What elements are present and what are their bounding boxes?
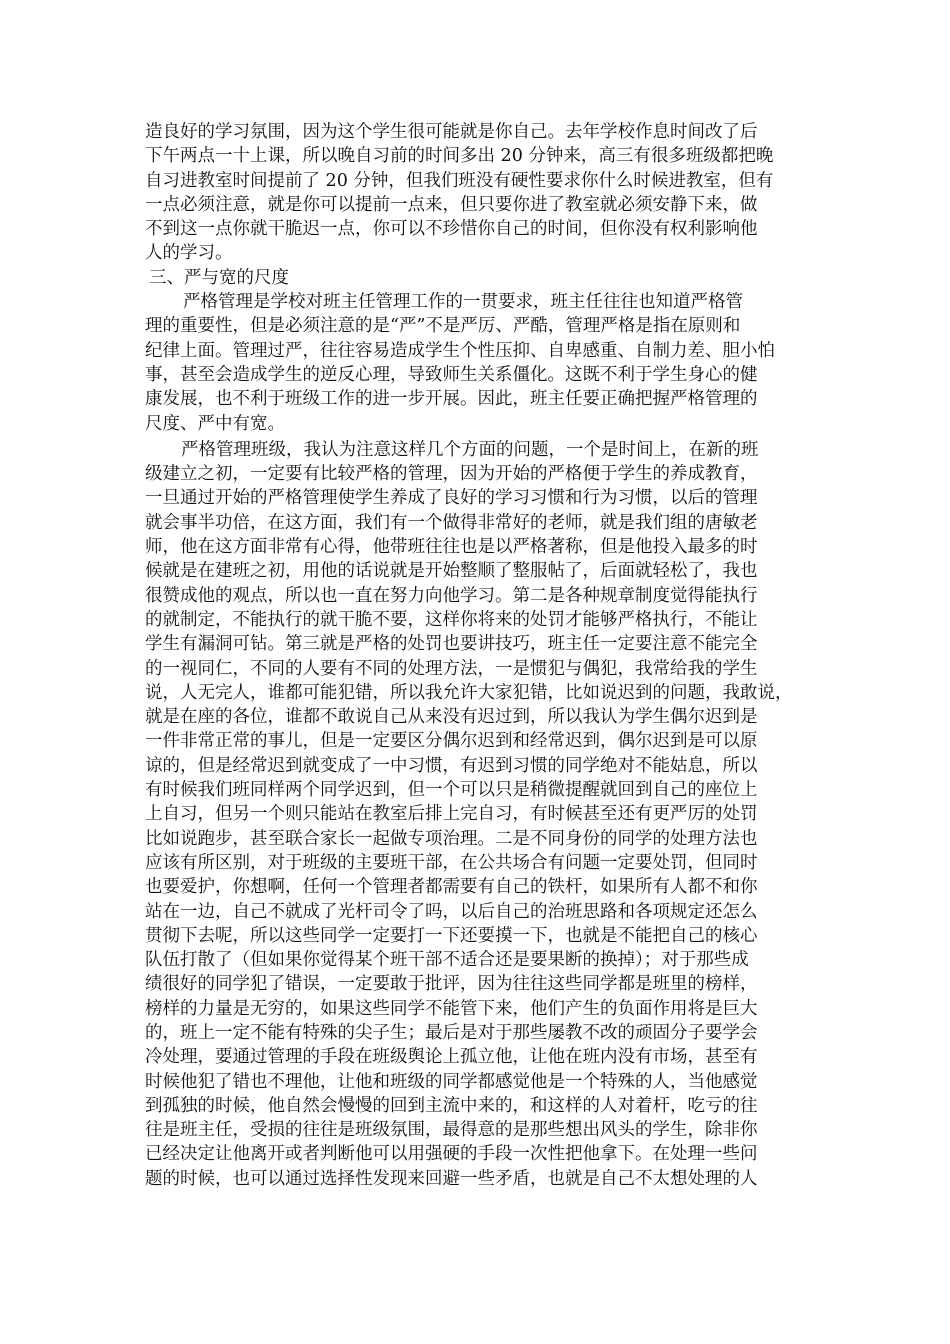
text-line: 往是班主任，受损的往往是班级氛围，最得意的是那些想出风头的学生，除非你 bbox=[145, 1120, 758, 1141]
text-line: 冷处理，要通过管理的手段在班级舆论上孤立他，让他在班内没有市场，甚至有 bbox=[145, 1047, 758, 1068]
text-line: 一点必须注意，就是你可以提前一点来，但只要你进了教室就必须安静下来，做 bbox=[145, 194, 758, 215]
text-line: 一旦通过开始的严格管理使学生养成了良好的学习习惯和行为习惯，以后的管理 bbox=[145, 488, 758, 509]
text-line: 严格管理班级，我认为注意这样几个方面的问题，一个是时间上，在新的班 bbox=[181, 439, 759, 460]
text-line: 的，班上一定不能有特殊的尖子生；最后是对于那些屡教不改的顽固分子要学会 bbox=[145, 1022, 758, 1043]
text-line: 已经决定让他离开或者判断他可以用强硬的手段一次性把他拿下。在处理一些问 bbox=[145, 1144, 758, 1165]
text-line: 贯彻下去呢，所以这些同学一定要打一下还要摸一下，也就是不能把自己的核心 bbox=[145, 925, 758, 946]
text-line: 级建立之初，一定要有比较严格的管理，因为开始的严格便于学生的养成教育， bbox=[145, 464, 758, 485]
section-heading bbox=[145, 266, 817, 290]
text-line: 的一视同仁，不同的人要有不同的处理方法，一是惯犯与偶犯，我常给我的学生 bbox=[145, 658, 758, 679]
text-line: 一件非常正常的事儿，但是一定要区分偶尔迟到和经常迟到，偶尔迟到是可以原 bbox=[145, 731, 758, 752]
text-line: 师，他在这方面非常有心得，他带班往往也是以严格著称，但是他投入最多的时 bbox=[145, 537, 758, 558]
text-line: 就会事半功倍，在这方面，我们有一个做得非常好的老师，就是我们组的唐敏老 bbox=[145, 512, 758, 533]
text-line: 到孤独的时候，他自然会慢慢的回到主流中来的，和这样的人对着杆，吃亏的往 bbox=[145, 1095, 758, 1116]
text-line: 下午两点一十上课，所以晚自习前的时间多出 20 分钟来，高三有很多班级都把晚 bbox=[145, 146, 774, 167]
section-heading-text: 三、严与宽的尺度 bbox=[149, 267, 289, 288]
paragraph-3 bbox=[145, 438, 817, 1191]
text-line: 榜样的力量是无穷的，如果这些同学不能管下来，他们产生的负面作用将是巨大 bbox=[145, 998, 758, 1019]
text-line: 应该有所区别，对于班级的主要班干部，在公共场合有问题一定要处罚，但同时 bbox=[145, 852, 758, 873]
text-line: 的就制定，不能执行的就干脆不要，这样你将来的处罚才能够严格执行，不能让 bbox=[145, 609, 758, 630]
text-line: 人的学习。 bbox=[145, 243, 233, 264]
text-line: 不到这一点你就干脆迟一点，你可以不珍惜你自己的时间，但你没有权利影响他 bbox=[145, 219, 758, 240]
text-line: 自习进教室时间提前了 20 分钟，但我们班没有硬性要求你什么时候进教室，但有 bbox=[145, 170, 774, 191]
text-line: 上自习，但另一个则只能站在教室后排上完自习，有时候甚至还有更严厉的处罚 bbox=[145, 804, 758, 825]
text-line: 站在一边，自己不就成了光杆司令了吗，以后自己的治班思路和各项规定还怎么 bbox=[145, 901, 758, 922]
text-line: 谅的，但是经常迟到就变成了一中习惯，有迟到习惯的同学绝对不能姑息，所以 bbox=[145, 755, 758, 776]
text-line: 题的时候，也可以通过选择性发现来回避一些矛盾，也就是自己不太想处理的人 bbox=[145, 1168, 758, 1189]
text-line: 绩很好的同学犯了错误，一定要敢于批评，因为往往这些同学都是班里的榜样， bbox=[145, 974, 758, 995]
text-line: 严格管理是学校对班主任管理工作的一贯要求，班主任往往也知道严格管 bbox=[183, 292, 743, 313]
text-line: 造良好的学习氛围，因为这个学生很可能就是你自己。去年学校作息时间改了后 bbox=[145, 122, 758, 142]
text-line: 学生有漏洞可钻。第三就是严格的处罚也要讲技巧，班主任一定要注意不能完全 bbox=[145, 634, 758, 655]
paragraph-1 bbox=[145, 120, 817, 266]
text-line: 说，人无完人，谁都可能犯错，所以我允许大家犯错，比如说迟到的问题，我敢说， bbox=[145, 682, 793, 703]
document-body bbox=[145, 120, 817, 1191]
text-line: 很赞成他的观点，所以也一直在努力向他学习。第二是各种规章制度觉得能执行 bbox=[145, 585, 758, 606]
text-line: 队伍打散了（但如果你觉得某个班干部不适合还是要果断的换掉）；对于那些成 bbox=[145, 950, 749, 971]
text-line: 理的重要性，但是必须注意的是“严”不是严厉、严酷，管理严格是指在原则和 bbox=[145, 316, 741, 337]
text-line: 也要爱护，你想啊，任何一个管理者都需要有自己的铁杆，如果所有人都不和你 bbox=[145, 877, 758, 898]
text-line: 比如说跑步，甚至联合家长一起做专项治理。二是不同身份的同学的处理方法也 bbox=[145, 828, 758, 849]
text-line: 有时候我们班同样两个同学迟到，但一个可以只是稍微提醒就回到自己的座位上 bbox=[145, 780, 758, 801]
paragraph-2 bbox=[145, 290, 817, 436]
text-line: 纪律上面。管理过严，往往容易造成学生个性压抑、自卑感重、自制力差、胆小怕 bbox=[145, 340, 775, 361]
text-line: 尺度、严中有宽。 bbox=[145, 413, 285, 434]
text-line: 就是在座的各位，谁都不敢说自己从来没有迟过到，所以我认为学生偶尔迟到是 bbox=[145, 707, 758, 728]
text-line: 候就是在建班之初，用他的话说就是开始整顺了整服帖了，后面就轻松了，我也 bbox=[145, 561, 758, 582]
text-line: 事，甚至会造成学生的逆反心理，导致师生关系僵化。这既不利于学生身心的健 bbox=[145, 364, 758, 385]
text-line: 康发展，也不利于班级工作的进一步开展。因此，班主任要正确把握严格管理的 bbox=[145, 389, 758, 410]
text-line: 时候他犯了错也不理他，让他和班级的同学都感觉他是一个特殊的人，当他感觉 bbox=[145, 1071, 758, 1092]
